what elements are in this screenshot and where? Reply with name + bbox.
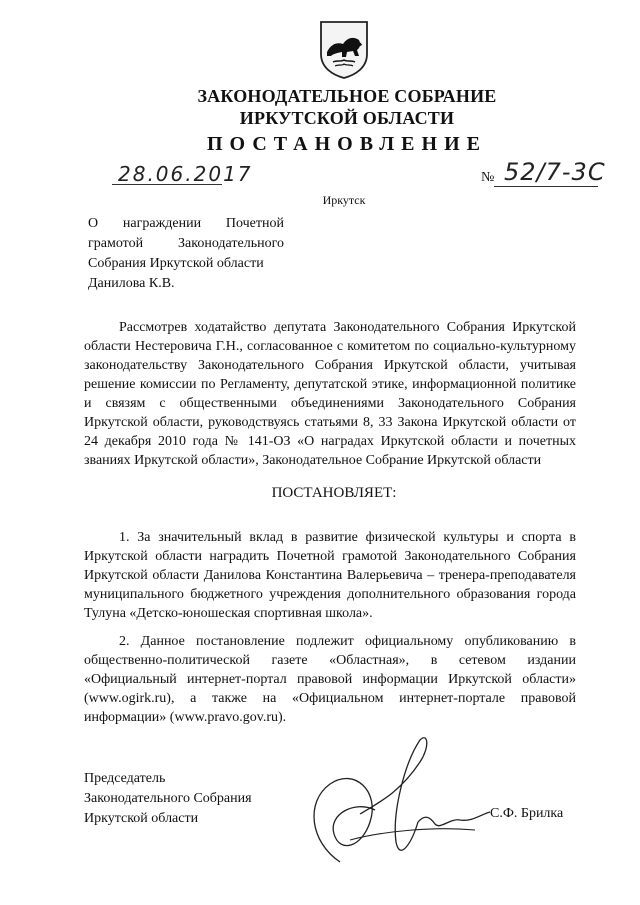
decree-item-1: 1. За значительный вклад в развитие физической культуры и спорта в Иркутской области наградить Почетной грамотой Законодательного Собрания Иркутской области Данилова Константина Валерьевича – тренера-преподавателя муниципального бюджетного учреждения дополнительного образования города Тулуна «Детско-юношеская спортивная школа». <box>84 530 576 621</box>
document-subject <box>88 214 284 294</box>
number-underline <box>494 186 598 187</box>
subject-line1: О награждении Почетной <box>88 216 284 231</box>
signatory-title-line3: Иркутской области <box>84 811 199 826</box>
signatory-title <box>84 769 252 829</box>
date-underline <box>112 184 222 185</box>
city: Иркутск <box>322 193 366 207</box>
decree-word: ПОСТАНОВЛЯЕТ: <box>271 485 397 501</box>
subject-line3: Собрания Иркутской области <box>88 256 264 271</box>
signatory-title-line2: Законодательного Собрания <box>84 791 252 806</box>
handwritten-signature <box>300 722 500 882</box>
preamble-paragraph: Рассмотрев ходатайство депутата Законодательного Собрания Иркутской области Нестеровича Г.Н., согласованное с комитетом по социально-культурному законодательству Законодательного Собрания Иркутской области, учитывая решение комиссии по Регламенту, депутатской этике, информационной политике и связям с общественными объединениями Законодательного Собрания Иркутской области, руководствуясь статьями 8, 33 Закона Иркутской области от 24 декабря 2010 года № 141-ОЗ «О наградах Иркутской области и почетных званиях Иркутской области», Законодательное Собрание Иркутской области <box>84 320 576 468</box>
document-number: 52/7-3С <box>504 158 606 186</box>
organization-name-line2: ИРКУТСКОЙ ОБЛАСТИ <box>239 108 455 128</box>
signatory-title-line1: Председатель <box>84 771 166 786</box>
number-sign: № <box>481 170 495 185</box>
organization-name-line1: ЗАКОНОДАТЕЛЬНОЕ СОБРАНИЕ <box>197 86 497 106</box>
decree-item-2: 2. Данное постановление подлежит официальному опубликованию в общественно-политической газете «Областная», в сетевом издании «Официальный интернет-портал правовой информации Иркутской области» (www.ogirk.ru), а также на «Официальном интернет-портале правовой информации» (www.pravo.gov.ru). <box>84 634 576 725</box>
document-date: 28.06.2017 <box>118 162 253 186</box>
subject-line4: Данилова К.В. <box>88 276 175 291</box>
subject-line2: грамотой Законодательного <box>88 236 284 251</box>
signatory-name: С.Ф. Брилка <box>490 806 564 821</box>
coat-of-arms-emblem <box>313 18 375 80</box>
document-type: ПОСТАНОВЛЕНИЕ <box>207 133 487 155</box>
